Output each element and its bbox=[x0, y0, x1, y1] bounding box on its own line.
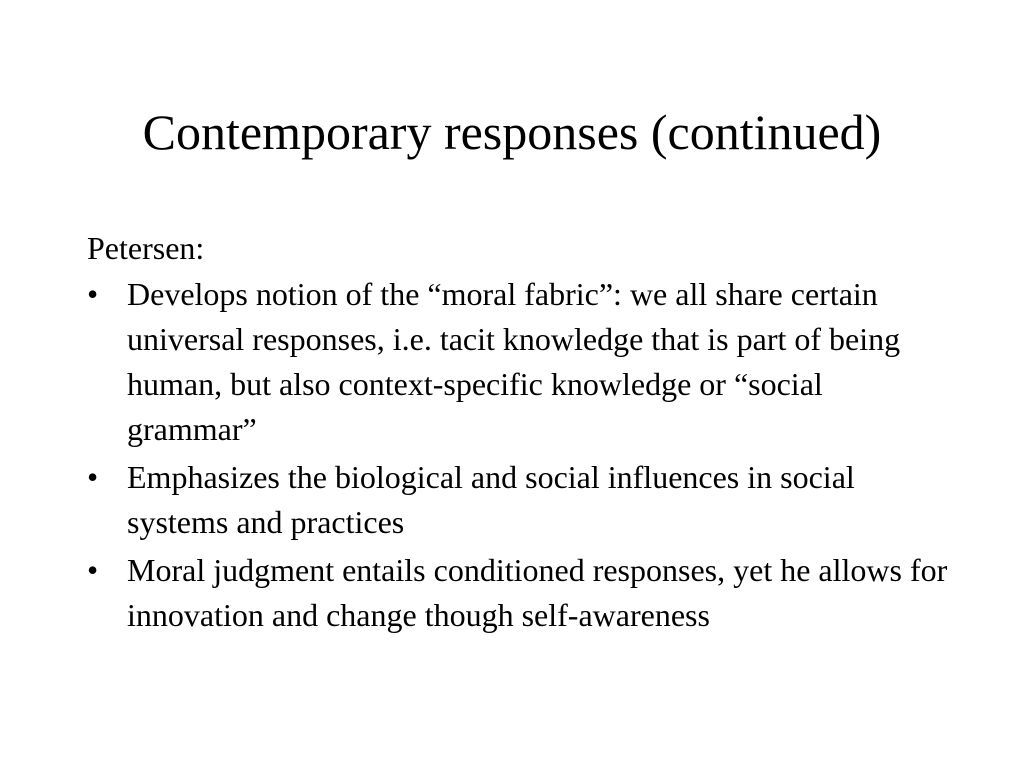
bullet-text: Emphasizes the biological and social influences in social systems and practices bbox=[127, 459, 855, 540]
bullet-list bbox=[87, 272, 957, 638]
intro-text: Petersen: bbox=[87, 230, 205, 266]
bullet-item bbox=[87, 272, 957, 452]
bullet-item bbox=[87, 455, 957, 545]
slide-body bbox=[87, 226, 957, 641]
slide-title: Contemporary responses (continued) bbox=[142, 104, 882, 160]
bullet-text: Develops notion of the “moral fabric”: we all share certain universal responses, i.e. tacit knowledge that is part of being human, but also context-specific knowledge or “social grammar” bbox=[127, 276, 901, 447]
bullet-text: Moral judgment entails conditioned responses, yet he allows for innovation and change though self-awareness bbox=[127, 552, 948, 633]
bullet-icon: • bbox=[87, 276, 99, 312]
bullet-icon: • bbox=[87, 552, 99, 588]
bullet-item bbox=[87, 548, 957, 638]
bullet-icon: • bbox=[87, 459, 99, 495]
